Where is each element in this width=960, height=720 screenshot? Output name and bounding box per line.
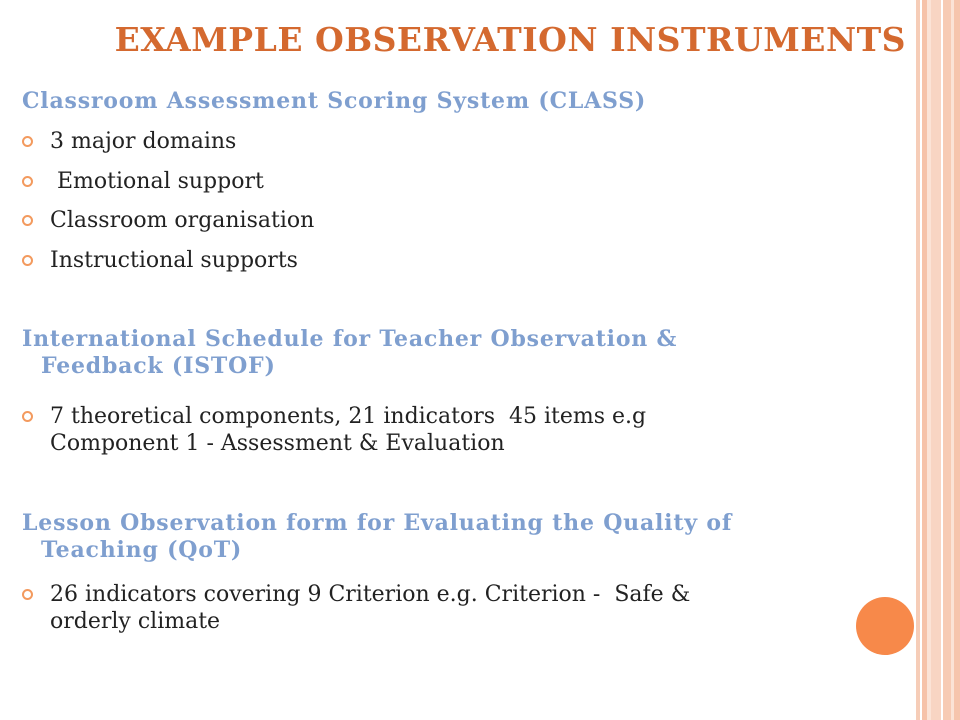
bullet-text: 7 theoretical components, 21 indicators 45 items e.g	[50, 404, 647, 429]
bullet-item	[22, 207, 314, 234]
stripe	[931, 0, 941, 720]
bullet-item	[22, 581, 690, 635]
bullet-text: orderly climate	[50, 609, 221, 634]
bullet-text: 3 major domains	[50, 129, 237, 154]
bullet-marker-icon	[22, 136, 33, 147]
bullet-marker-icon	[22, 215, 33, 226]
bullet-marker-icon	[22, 255, 33, 266]
decorative-circle-icon	[856, 597, 914, 655]
decorative-stripes	[916, 0, 960, 720]
stripe	[943, 0, 951, 720]
slide-title: EXAMPLE OBSERVATION INSTRUMENTS	[114, 20, 906, 59]
bullet-text: Instructional supports	[50, 248, 298, 273]
bullet-item	[22, 128, 236, 155]
stripe	[954, 0, 960, 720]
bullet-marker-icon	[22, 589, 33, 600]
bullet-text: 26 indicators covering 9 Criterion e.g. Criterion - Safe &	[50, 582, 691, 607]
section-heading-line: Feedback (ISTOF)	[41, 353, 276, 379]
section-heading-class	[22, 88, 646, 115]
bullet-marker-icon	[22, 176, 33, 187]
bullet-item	[22, 168, 264, 195]
section-heading-line: Teaching (QoT)	[41, 537, 243, 563]
section-heading-line: International Schedule for Teacher Observation &	[22, 326, 678, 352]
bullet-item	[22, 247, 298, 274]
section-heading-istof	[22, 326, 677, 380]
bullet-text: Component 1 - Assessment & Evaluation	[50, 431, 505, 456]
section-heading-line: Classroom Assessment Scoring System (CLASS)	[22, 88, 647, 114]
bullet-item	[22, 403, 646, 457]
bullet-marker-icon	[22, 411, 33, 422]
bullet-text: Emotional support	[50, 169, 264, 194]
section-heading-line: Lesson Observation form for Evaluating the Quality of	[22, 510, 733, 536]
bullet-text: Classroom organisation	[50, 208, 315, 233]
section-heading-qot	[22, 510, 732, 564]
